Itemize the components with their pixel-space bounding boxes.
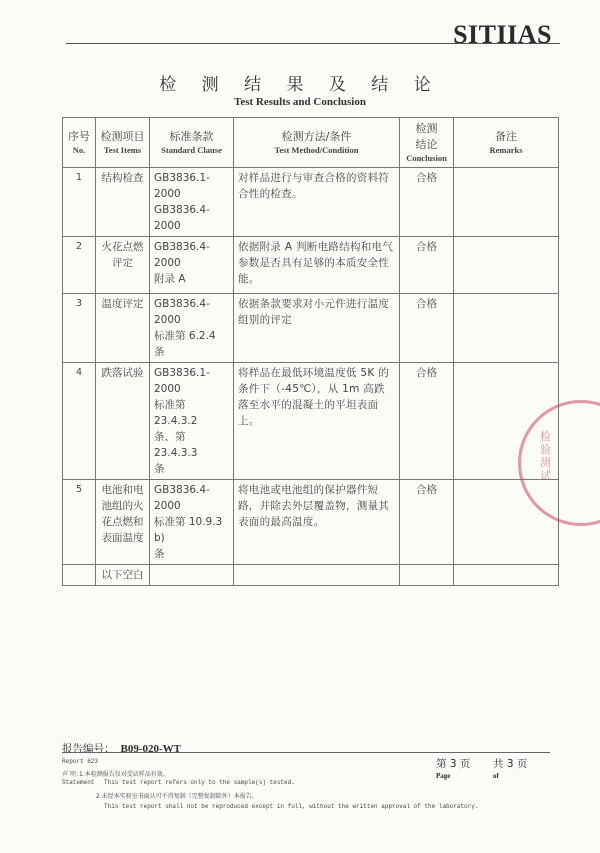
cell-clause: GB3836.1-2000 GB3836.4-2000 [150, 168, 234, 237]
cell-conclusion: 合格 [400, 294, 454, 363]
cell-conclusion: 合格 [400, 168, 454, 237]
cell-no: 5 [63, 480, 96, 565]
cell-clause: GB3836.4-2000 标准第 10.9.3 b) 条 [150, 480, 234, 565]
statement-label-cn: 声 明： [62, 771, 82, 778]
table-row [63, 480, 559, 565]
header-remarks: 备注 Remarks [454, 118, 559, 168]
table-row [63, 294, 559, 363]
cell-test-item: 温度评定 [96, 294, 150, 363]
cell-clause: GB3836.4-2000 附录 A [150, 237, 234, 294]
cell-test-item: 以下空白 [96, 565, 150, 586]
cell-conclusion: 合格 [400, 480, 454, 565]
cell-remarks [454, 565, 559, 586]
header-no: 序号 No. [63, 118, 96, 168]
report-label-en: Report 623 [62, 758, 99, 765]
header-test-method: 检测方法/条件 Test Method/Condition [234, 118, 400, 168]
cell-no: 3 [63, 294, 96, 363]
footer-divider [62, 752, 550, 753]
cell-test-item: 跌落试验 [96, 363, 150, 480]
cell-conclusion [400, 565, 454, 586]
cell-test-item: 结构检查 [96, 168, 150, 237]
cell-method: 依据附录 A 判断电路结构和电气参数是否具有足够的本质安全性能。 [234, 237, 400, 294]
stamp-text: 检验测试 [540, 430, 551, 482]
cell-test-item: 电池和电 池组的火 花点燃和 表面温度 [96, 480, 150, 565]
header-divider [66, 43, 560, 44]
cell-method: 将样品在最低环境温度低 5K 的条件下（-45℃），从 1m 高跌落至水平的混凝土的平坦表面上。 [234, 363, 400, 480]
cell-clause [150, 565, 234, 586]
cell-conclusion: 合格 [400, 237, 454, 294]
page-number: 第 3 页 Page [436, 758, 471, 780]
statement-2-cn: 2.未经本实验室书面认可不得复制（完整复制除外）本报告。 [96, 793, 258, 800]
report-number: 报告编号： B09-020-WT [62, 743, 181, 755]
results-table [62, 117, 559, 586]
cell-clause: GB3836.4-2000 标准第 6.2.4 条 [150, 294, 234, 363]
statement-label-en: Statement [62, 779, 95, 786]
cell-no: 4 [63, 363, 96, 480]
statement-1-en: This test report refers only to the sample(s) tested. [104, 779, 295, 786]
table-row [63, 363, 559, 480]
header-standard-clause: 标准条款 Standard Clause [150, 118, 234, 168]
cell-remarks [454, 168, 559, 237]
page-total: 共 3 页 of [493, 758, 528, 780]
cell-method: 将电池或电池组的保护器件短路，并除去外层覆盖物，测量其表面的最高温度。 [234, 480, 400, 565]
table-row [63, 237, 559, 294]
table-header-row [63, 118, 559, 168]
cell-conclusion: 合格 [400, 363, 454, 480]
cell-no [63, 565, 96, 586]
statement-2-en: This test report shall not be reproduced except in full, without the written approval of the laboratory. [104, 803, 479, 810]
cell-method: 依据条款要求对小元件进行温度组别的评定 [234, 294, 400, 363]
cell-method: 对样品进行与审查合格的资料符合性的检查。 [234, 168, 400, 237]
cell-remarks [454, 237, 559, 294]
brand-logo: SITIIAS [453, 20, 552, 49]
table-row [63, 565, 559, 586]
page-title-cn: 检 测 结 果 及 结 论 [159, 75, 441, 95]
cell-remarks [454, 294, 559, 363]
header-conclusion: 检测 结论 Conclusion [400, 118, 454, 168]
header-test-items: 检测项目 Test Items [96, 118, 150, 168]
cell-test-item: 火花点燃 评定 [96, 237, 150, 294]
cell-no: 2 [63, 237, 96, 294]
table-row [63, 168, 559, 237]
statement-1-cn: 1.本检测报告仅对受试样品有效。 [79, 771, 169, 778]
cell-method [234, 565, 400, 586]
cell-no: 1 [63, 168, 96, 237]
page-title-en: Test Results and Conclusion [234, 96, 366, 108]
cell-clause: GB3836.1-2000 标准第 23.4.3.2 条、第 23.4.3.3 条 [150, 363, 234, 480]
